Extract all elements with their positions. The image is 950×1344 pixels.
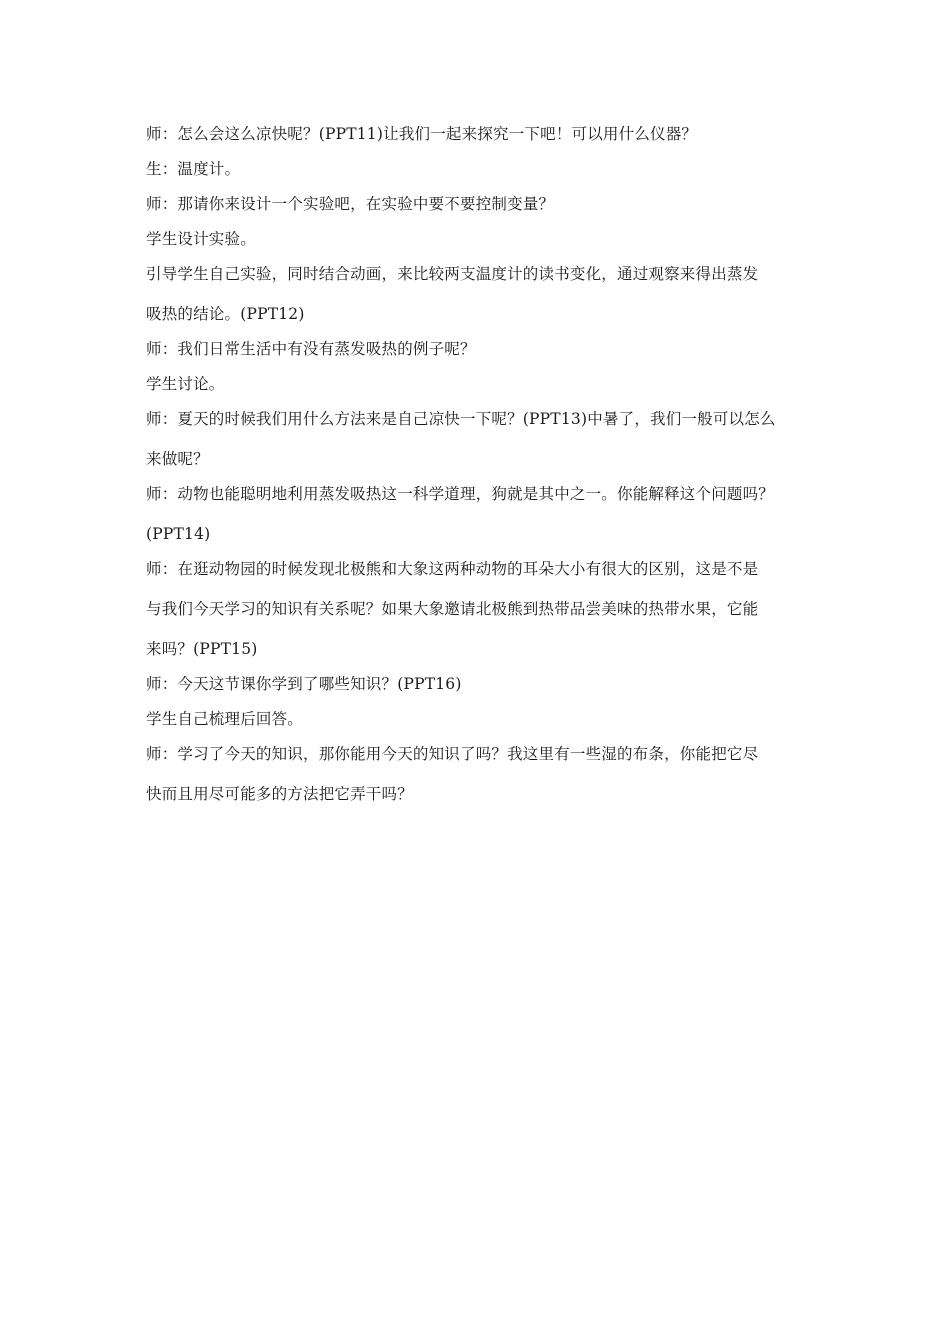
paragraph-line: 师：今天这节课你学到了哪些知识？(PPT16) (146, 675, 462, 693)
paragraph-line: 师：怎么会这么凉快呢？(PPT11)让我们一起来探究一下吧！可以用什么仪器？ (146, 125, 698, 143)
paragraph-line: (PPT14) (146, 525, 211, 543)
paragraph-line: 与我们今天学习的知识有关系呢？如果大象邀请北极熊到热带品尝美味的热带水果，它能 (146, 600, 759, 618)
paragraph-line: 师：学习了今天的知识，那你能用今天的知识了吗？我这里有一些湿的布条，你能把它尽 (146, 745, 759, 763)
paragraph-line: 学生设计实验。 (146, 230, 256, 248)
paragraph-line: 快而且用尽可能多的方法把它弄干吗？ (146, 785, 413, 803)
paragraph-line: 师：动物也能聪明地利用蒸发吸热这一科学道理，狗就是其中之一。你能解释这个问题吗？ (146, 485, 775, 503)
paragraph-line: 师：我们日常生活中有没有蒸发吸热的例子呢？ (146, 340, 476, 358)
paragraph-line: 师：那请你来设计一个实验吧，在实验中要不要控制变量？ (146, 195, 555, 213)
paragraph-line: 吸热的结论。(PPT12) (146, 305, 305, 323)
paragraph-line: 师：在逛动物园的时候发现北极熊和大象这两种动物的耳朵大小有很大的区别，这是不是 (146, 560, 759, 578)
paragraph-line: 师：夏天的时候我们用什么方法来是自己凉快一下呢？(PPT13)中暑了，我们一般可以怎么 (146, 410, 776, 428)
paragraph-line: 来吗？(PPT15) (146, 640, 258, 658)
lesson-transcript (146, 124, 826, 819)
paragraph-line: 生：温度计。 (146, 160, 241, 178)
paragraph-line: 学生讨论。 (146, 375, 225, 393)
paragraph-line: 来做呢？ (146, 450, 209, 468)
paragraph-line: 引导学生自己实验，同时结合动画，来比较两支温度计的读书变化，通过观察来得出蒸发 (146, 265, 759, 283)
paragraph-line: 学生自己梳理后回答。 (146, 710, 304, 728)
